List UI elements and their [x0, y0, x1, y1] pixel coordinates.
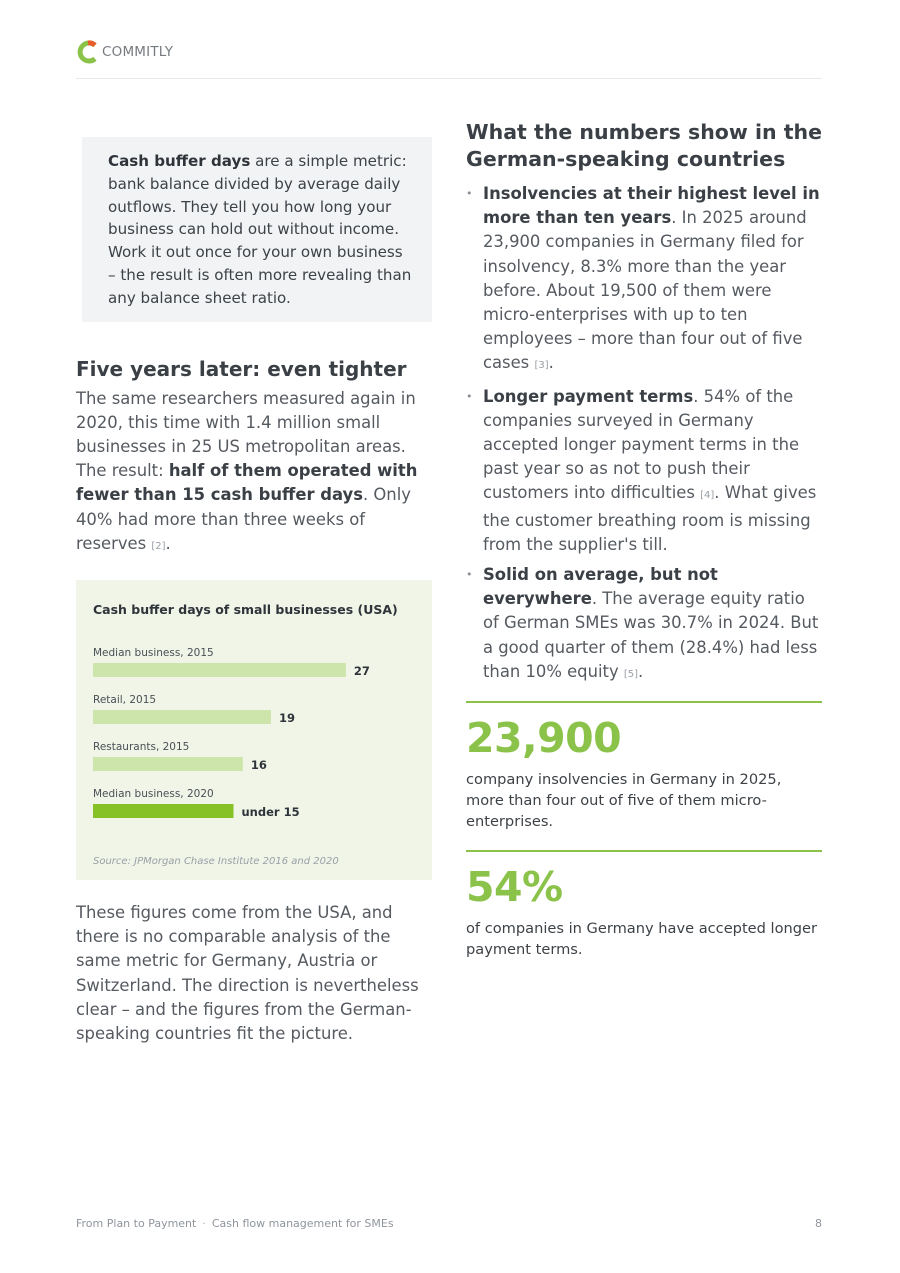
- item-text: . In 2025 around 23,900 companies in Germany filed for insolvency, 8.3% more than the year before. About 19,500 of them were micro-enterprises with up to ten employees – more than four out of five cases: [483, 208, 807, 373]
- stat-block-insolvencies: [466, 701, 822, 832]
- page-number: 8: [815, 1217, 822, 1230]
- list-item: [466, 182, 822, 379]
- bar: [93, 804, 234, 818]
- paragraph-text-end: . Only 40% had more than three weeks of reserves: [76, 485, 411, 553]
- callout-text: are a simple metric: bank balance divided by average daily outflows. They tell you how long your business can hold out without income. Work it out once for your own business – the result is often more revealing than any balance sheet ratio.: [108, 152, 412, 307]
- list-item: [466, 385, 822, 557]
- bar-category-label: Median business, 2020: [93, 788, 214, 800]
- item-text: . 54% of the companies surveyed in Germany accepted longer payment terms in the past year so as not to push their customers into difficulties: [483, 386, 800, 503]
- callout-strong: Cash buffer days: [108, 152, 251, 170]
- bar-category-label: Retail, 2015: [93, 694, 157, 706]
- stat-number: 23,900: [466, 714, 622, 763]
- item-end: .: [638, 661, 644, 681]
- bar-chart: [76, 580, 432, 880]
- item-bold: Insolvencies at their highest level in more than ten years: [483, 184, 820, 228]
- reference-4: [4]: [700, 490, 715, 502]
- bar: [93, 710, 271, 724]
- stat-text: of companies in Germany have accepted longer payment terms.: [466, 920, 818, 959]
- page-header: [76, 38, 822, 79]
- item-end: .: [548, 353, 554, 373]
- bar-value-label: 16: [250, 758, 267, 772]
- bar-category-label: Median business, 2015: [93, 647, 214, 659]
- bar-category-label: Restaurants, 2015: [93, 741, 190, 753]
- chart-title: Cash buffer days of small businesses (USA): [93, 602, 398, 617]
- chart-source: Source: JPMorgan Chase Institute 2016 and 2020: [93, 856, 339, 867]
- commitly-logo-icon: [76, 39, 100, 65]
- bullet-icon: •: [466, 187, 473, 200]
- stat-number: 54%: [466, 863, 563, 912]
- reference-5: [5]: [623, 668, 639, 680]
- stat-text: company insolvencies in Germany in 2025, more than four out of five of them micro-enterprises.: [466, 771, 782, 831]
- logo-text: COMMITLY: [102, 44, 174, 60]
- bar-value-label: 27: [353, 664, 370, 678]
- callout-box: [82, 137, 432, 322]
- logo: [76, 39, 173, 65]
- page-footer: [76, 1217, 822, 1230]
- item-end: . What gives the customer breathing room is missing from the supplier's till.: [483, 483, 817, 554]
- bar: [93, 663, 346, 677]
- item-text: . The average equity ratio of German SMEs was 30.7% in 2024. But a good quarter of them (28.4%) had less than 10% equity: [483, 589, 819, 681]
- section-paragraph: [76, 387, 432, 559]
- footer-separator: ·: [202, 1217, 206, 1230]
- list-item: [466, 563, 822, 687]
- paragraph-bold: half of them operated with fewer than 15 cash buffer days: [76, 461, 418, 505]
- right-column: [466, 119, 822, 960]
- right-heading: What the numbers show in the German-speaking countries: [466, 120, 822, 171]
- section-heading: Five years later: even tighter: [76, 356, 407, 381]
- bar: [93, 757, 243, 771]
- bullet-icon: •: [466, 568, 473, 582]
- stat-block-payment-terms: [466, 850, 822, 960]
- footer-title: From Plan to Payment: [76, 1217, 197, 1230]
- bar-value-label: 19: [278, 711, 295, 725]
- paragraph-dot: .: [165, 533, 171, 553]
- item-bold: Solid on average, but not everywhere: [483, 565, 718, 609]
- bar-value-label: under 15: [241, 805, 300, 819]
- fact-list: [466, 182, 822, 687]
- paragraph-text: The same researchers measured again in 2020, this time with 1.4 million small businesses in 25 US metropolitan areas. The result:: [76, 388, 416, 481]
- reference-2: [2]: [151, 540, 166, 552]
- reference-3: [3]: [534, 360, 549, 372]
- left-column: [76, 137, 432, 1046]
- item-bold: Longer payment terms: [483, 386, 694, 406]
- section-paragraph-2: These figures come from the USA, and there is no comparable analysis of the same metric for Germany, Austria or Switzerland. The direction is nevertheless clear – and the figures from the German-speaking countries fit the picture.: [76, 903, 419, 1044]
- footer-subtitle: Cash flow management for SMEs: [211, 1217, 394, 1230]
- chart-svg: [76, 580, 432, 880]
- bullet-icon: •: [466, 389, 473, 403]
